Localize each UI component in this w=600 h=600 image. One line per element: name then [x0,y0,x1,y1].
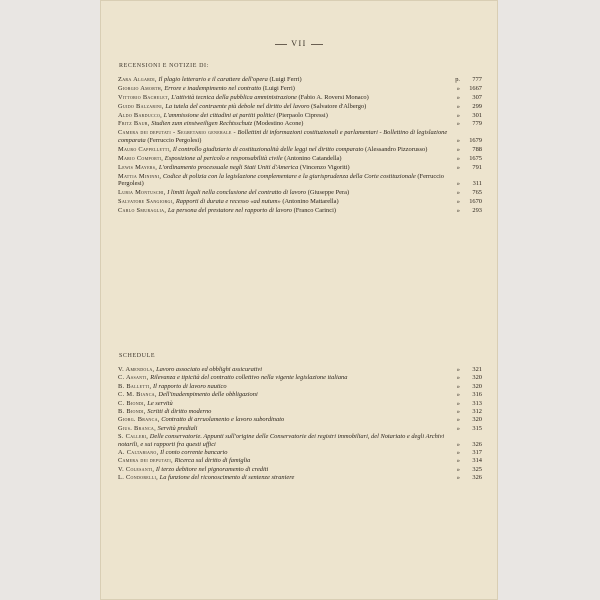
entry-title: Ricerca sul diritto di famiglia [174,457,251,465]
entry-title: Il conto corrente bancario [160,449,228,457]
review-entry [118,120,482,128]
entry-reviewer: (Antonino Catandella) [284,154,342,162]
entry-text [118,129,482,144]
entry-author: S. Calleri, [118,433,149,441]
entry-title: Servitù prediali [157,424,198,432]
entry-page-number: 777 [472,76,482,83]
entry-title: Rapporti di durata e recesso «ad nutum» [175,197,281,205]
schedule-entry [118,449,482,457]
entry-page-mark: » [456,136,460,144]
entry-page-number: 301 [472,111,482,119]
entry-author: V. Amendola, [118,366,155,373]
entry-title: Contratto di arruolamento e lavoro subordinato [161,416,285,424]
entry-page-mark: » [456,424,460,432]
entry-author: Fritz Baur, [118,120,150,128]
entry-text [118,146,482,154]
entry-page-mark: » [456,374,460,382]
review-entry [118,112,482,120]
entry-text [118,198,482,206]
entry-title: Codice di polizia con la legislazione complementare e la giurisprudenza della Corte costituzionale [162,172,416,180]
entry-title: Bollettini di informazioni costituzionali e parlamentari - Bollettino di legislazione comparata [118,129,448,144]
entry-author: Giorg. Branca, [118,416,160,424]
entry-text [118,189,482,197]
entry-page-mark: » [456,366,460,373]
entry-text [118,366,482,374]
entry-title: Esposizione al pericolo e responsabilità civile [164,154,283,162]
entry-author: C. M. Bianca, [118,391,157,399]
schedule-entry [118,366,482,374]
entry-title: Errore e inadempimento nel contratto [164,84,262,92]
entry-author: Lubia Montuschi, [118,188,166,196]
book-page [100,0,498,600]
entry-author: Zara Algardi, [118,76,157,83]
entry-page-mark: » [456,440,460,448]
entry-text [118,400,482,408]
entry-page-mark: » [456,93,460,101]
entry-title: Studien zum einstweiligen Rechtsschutz [151,120,253,128]
entry-reviewer: (Pierpaolo Cipressi) [276,111,328,119]
entry-page-number: 1670 [469,197,482,205]
schedule-entry [118,474,482,482]
entry-author: A. Caltabiano, [118,449,159,457]
entry-title: Lavoro associato ed obblighi assicurativi [156,366,262,373]
entry-page-number: 312 [472,407,482,415]
entry-title: Il controllo giudiziario di costituzionalità delle leggi nel diritto comparato [172,145,364,153]
entry-page-mark: » [456,399,460,407]
entry-page-mark: » [456,206,460,214]
reviews-list [118,76,482,216]
entry-page-number: 1679 [469,136,482,144]
entry-page-number: 307 [472,93,482,101]
entry-title: L'attività tecnica della pubblica amministrazione [171,93,297,101]
review-entry [118,155,482,163]
entry-reviewer: (Vincenzo Vigoriti) [299,163,350,171]
entry-page-mark: » [456,102,460,110]
entry-reviewer: (Salvatore d'Albergo) [311,102,367,110]
entry-text [118,408,482,416]
entry-page-mark: » [456,449,460,457]
entry-reviewer: (Alessandro Pizzorusso) [365,145,428,153]
entry-text [118,76,482,84]
entry-page-number: 313 [472,399,482,407]
entry-page-mark: » [456,180,460,188]
entry-reviewer: (Fabio A. Roversi Monaco) [298,93,369,101]
schedule-entry [118,433,482,448]
entry-page-number: 317 [472,449,482,457]
entry-author: Lewis Mayers, [118,163,158,171]
entry-page-mark: » [456,457,460,465]
entry-page-number: 321 [472,366,482,373]
entry-page-mark: » [456,111,460,119]
entry-author: Vittorio Bachelet, [118,93,170,101]
entry-title: La persona del prestatore nel rapporto di lavoro [167,206,292,214]
entry-page-mark: » [456,163,460,171]
review-entry [118,198,482,206]
entry-page-mark: » [456,474,460,482]
entry-author: B. Biondi, [118,407,146,415]
schedule-entry [118,457,482,465]
reviews-heading: RECENSIONI E NOTIZIE DI: [119,63,209,69]
entry-title: L'ordinamento processuale negli Stati Uniti d'America [158,163,299,171]
entry-reviewer: (Luigi Ferri) [269,76,302,83]
entry-reviewer: (Antonino Mattarella) [282,197,339,205]
entry-page-number: 779 [472,120,482,128]
entry-text [118,383,482,391]
entry-title: Delle conservatorie. Appunti sull'origine delle Conservatorie dei registri immobiliari, del Notariato e degli Archivi notarili, e sui rapporti fra questi uffici [118,433,445,448]
entry-page-number: 299 [472,102,482,110]
entry-reviewer: (Luigi Ferri) [262,84,295,92]
entry-title: Scritti di diritto moderno [147,407,212,415]
entry-page-number: 791 [472,163,482,171]
entry-page-number: 320 [472,416,482,424]
entry-text [118,164,482,172]
schedule-entry [118,400,482,408]
entry-page-number: 325 [472,465,482,473]
entry-author: Camera dei deputati - Segretario generale - [118,129,236,137]
entry-page-mark: » [456,382,460,390]
entry-text [118,416,482,424]
folio-rule-left [275,44,287,45]
entry-author: Camera dei deputati, [118,457,173,465]
review-entry [118,94,482,102]
entry-page-number: 315 [472,424,482,432]
entry-reviewer: (Giuseppe Pera) [307,188,350,196]
schedule-list [118,366,482,483]
entry-title: Rilevanza e tipicità del contratto collettivo nella vigente legislazione italiana [150,374,348,382]
entry-title: Il rapporto di lavoro nautico [152,382,227,390]
entry-text [118,103,482,111]
entry-text [118,120,482,128]
entry-title: La tutela del contraente più debole nel diritto del lavoro [165,102,310,110]
entry-author: V. Colesanti, [118,465,155,473]
entry-reviewer: (Ferruccio Pergolesi) [147,136,202,144]
entry-text [118,433,482,448]
entry-text [118,94,482,102]
entry-text [118,173,482,188]
entry-author: Carlo Smuraglia, [118,206,167,214]
schedule-entry [118,391,482,399]
entry-page-number: 1667 [469,84,482,92]
entry-page-number: 320 [472,382,482,390]
entry-title: I limiti legali nella conclusione del contratto di lavoro [167,188,307,196]
entry-page-number: 1675 [469,154,482,162]
entry-page-mark: » [456,120,460,128]
folio-rule-right [311,44,323,45]
entry-page-mark: » [456,416,460,424]
entry-author: Giorgio Amorth, [118,84,163,92]
page-folio [100,39,498,48]
entry-title: Le servitù [147,399,173,407]
entry-author: Aldo Barducco, [118,111,163,119]
review-entry [118,146,482,154]
entry-text [118,374,482,382]
entry-page-number: 765 [472,188,482,196]
schedule-entry [118,383,482,391]
entry-text [118,207,482,215]
review-entry [118,85,482,93]
entry-page-number: 320 [472,374,482,382]
entry-page-number: 326 [472,440,482,448]
entry-page-mark: » [456,465,460,473]
entry-reviewer: (Franco Carinci) [293,206,336,214]
entry-author: Mattia Mininni, [118,172,162,180]
review-entry [118,103,482,111]
entry-page-number: 314 [472,457,482,465]
entry-page-mark: » [456,154,460,162]
entry-text [118,466,482,474]
entry-author: B. Balletti, [118,382,152,390]
entry-page-number: 311 [472,180,482,188]
entry-text [118,155,482,163]
entry-text [118,425,482,433]
review-entry [118,129,482,144]
entry-page-number: 316 [472,391,482,399]
schedule-entry [118,374,482,382]
entry-page-mark: p. [455,76,460,83]
schedule-entry [118,416,482,424]
entry-author: Mario Comporti, [118,154,164,162]
entry-author: C. Assanti, [118,374,149,382]
entry-author: Salvatore Sangiorgi, [118,197,175,205]
entry-text [118,85,482,93]
entry-text [118,449,482,457]
entry-title: Il terzo debitore nel pignoramento di crediti [155,465,269,473]
review-entry [118,76,482,84]
review-entry [118,164,482,172]
entry-text [118,474,482,482]
schedule-entry [118,466,482,474]
schedule-entry [118,408,482,416]
entry-text [118,457,482,465]
entry-author: Gius. Branca, [118,424,157,432]
entry-title: La funzione del riconoscimento di sentenze straniere [159,474,295,482]
entry-page-mark: » [456,145,460,153]
schedule-entry [118,425,482,433]
entry-page-number: 326 [472,474,482,482]
folio-number: VII [291,39,307,48]
entry-author: L. Condorelli, [118,474,159,482]
entry-page-mark: » [456,84,460,92]
entry-author: C. Biondi, [118,399,146,407]
entry-author: Mauro Cappelletti, [118,145,172,153]
entry-page-mark: » [456,391,460,399]
entry-page-mark: » [456,197,460,205]
entry-title: L'ammissione dei cittadini ai partiti politici [163,111,275,119]
entry-page-mark: » [456,188,460,196]
entry-page-number: 788 [472,145,482,153]
entry-text [118,391,482,399]
entry-reviewer: (Ferruccio Pergolesi) [118,172,445,188]
review-entry [118,189,482,197]
schedule-heading: SCHEDULE [119,353,156,359]
entry-page-mark: » [456,407,460,415]
entry-page-number: 293 [472,206,482,214]
review-entry [118,207,482,215]
entry-author: Guido Balzarini, [118,102,164,110]
entry-title: Dell'inadempimento delle obbligazioni [158,391,258,399]
entry-reviewer: (Modestino Acone) [253,120,304,128]
entry-title: Il plagio letterario e il carattere dell'opera [158,76,268,83]
entry-text [118,112,482,120]
review-entry [118,173,482,188]
